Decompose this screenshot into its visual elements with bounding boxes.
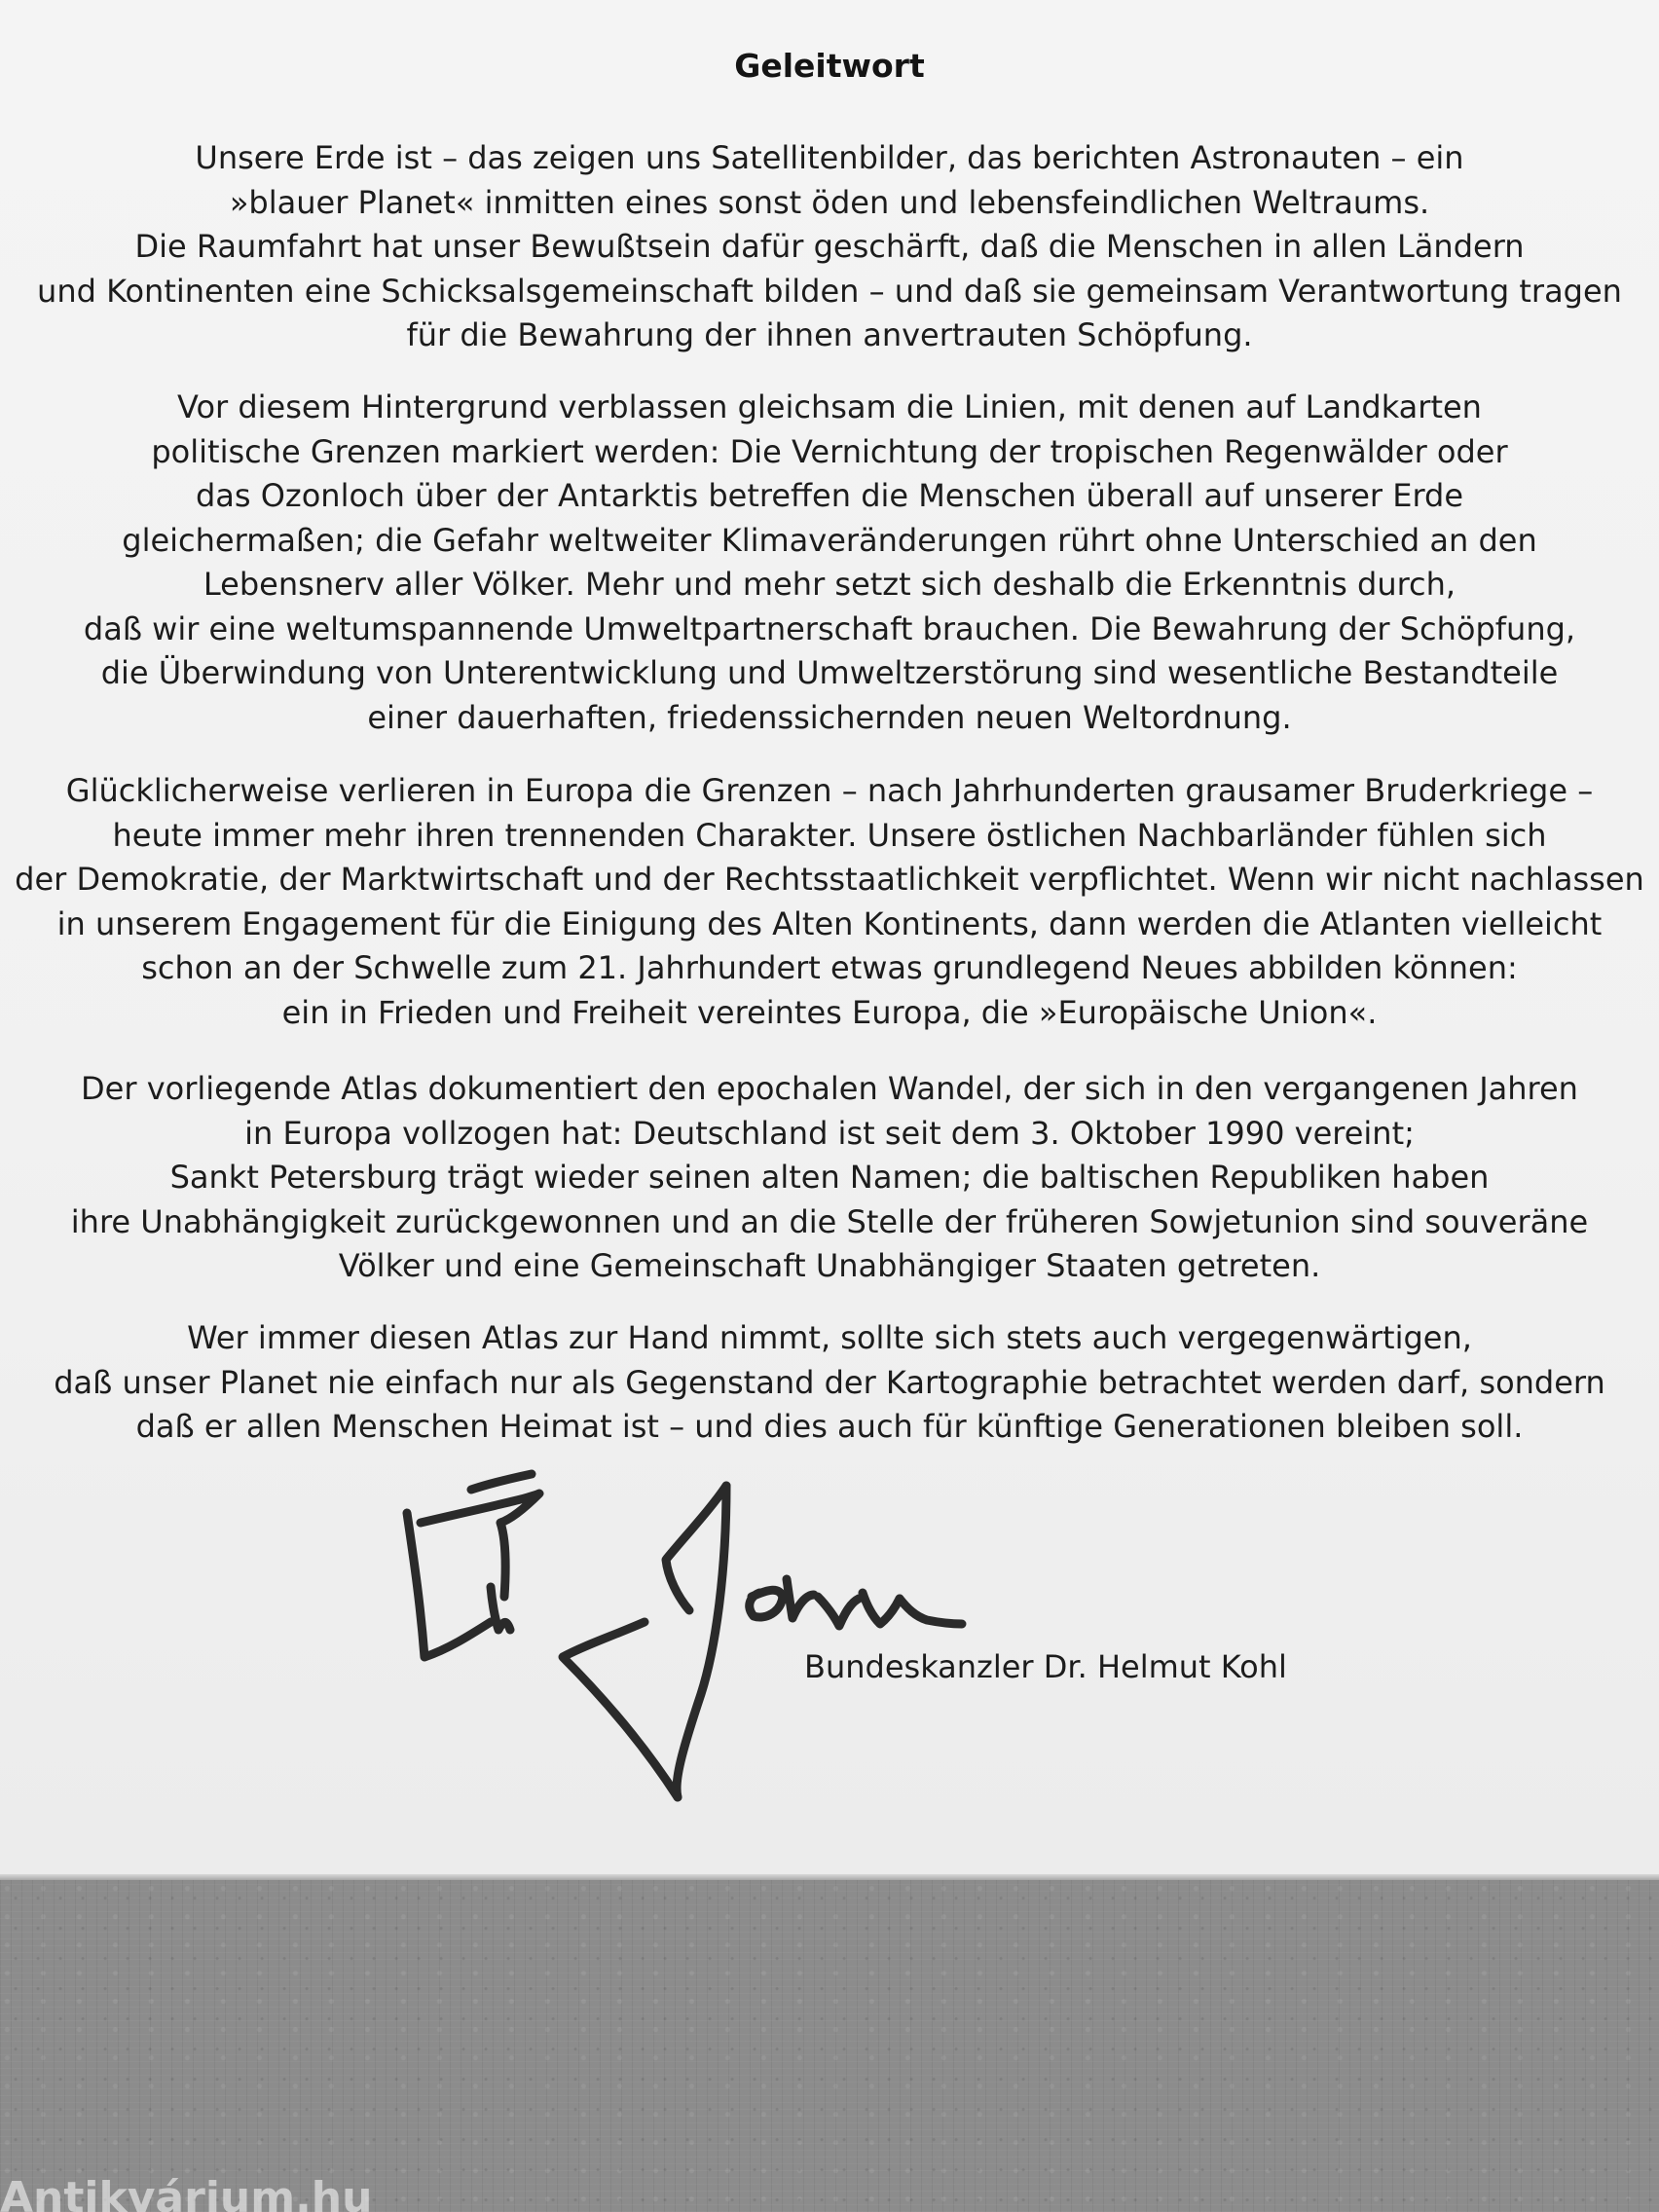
text-line: in unserem Engagement für die Einigung des Alten Kontinents, dann werden die Atlanten vielleicht (56, 904, 1603, 942)
paragraph-5 (0, 1316, 1659, 1450)
text-line: politische Grenzen markiert werden: Die Vernichtung der tropischen Regenwälder oder (151, 432, 1508, 470)
text-line: heute immer mehr ihren trennenden Charakter. Unsere östlichen Nachbarländer fühlen sich (112, 816, 1547, 854)
text-line: Sankt Petersburg trägt wieder seinen alten Namen; die baltischen Republiken haben (169, 1159, 1490, 1196)
text-line: Die Raumfahrt hat unser Bewußtsein dafür geschärft, daß die Menschen in allen Ländern (134, 228, 1525, 265)
text-line: Lebensnerv aller Völker. Mehr und mehr setzt sich deshalb die Erkenntnis durch, (203, 566, 1456, 603)
text-line: daß wir eine weltumspannende Umweltpartnerschaft brauchen. Die Bewahrung der Schöpfung, (83, 609, 1576, 647)
paragraph-1 (0, 136, 1659, 358)
text-line: Wer immer diesen Atlas zur Hand nimmt, sollte sich stets auch vergegenwärtigen, (187, 1319, 1472, 1356)
text-line: für die Bewahrung der ihnen anvertrauten Schöpfung. (406, 316, 1253, 353)
text-line: Völker und eine Gemeinschaft Unabhängiger Staaten getreten. (338, 1247, 1321, 1284)
document-title: Geleitwort (734, 47, 925, 85)
text-line: daß er allen Menschen Heimat ist – und dies auch für künftige Generationen bleiben soll. (135, 1408, 1524, 1445)
text-line: in Europa vollzogen hat: Deutschland ist seit dem 3. Oktober 1990 vereint; (244, 1114, 1415, 1152)
text-line: Vor diesem Hintergrund verblassen gleichsam die Linien, mit denen auf Landkarten (177, 388, 1482, 425)
text-line: schon an der Schwelle zum 21. Jahrhundert etwas grundlegend Neues abbilden können: (141, 949, 1518, 986)
handwritten-signature (389, 1451, 1032, 1811)
text-line: Glücklicherweise verlieren in Europa die Grenzen – nach Jahrhunderten grausamer Bruderkriege – (65, 772, 1594, 809)
text-line: und Kontinenten eine Schicksalsgemeinschaft bilden – und daß sie gemeinsam Verantwortung tragen (37, 272, 1622, 310)
text-line: daß unser Planet nie einfach nur als Gegenstand der Kartographie betrachtet werden darf, sondern (54, 1363, 1605, 1401)
table-surface (0, 1880, 1659, 2212)
text-line: Unsere Erde ist – das zeigen uns Satellitenbilder, das berichten Astronauten – ein (195, 139, 1464, 176)
text-line: ihre Unabhängigkeit zurückgewonnen und an die Stelle der früheren Sowjetunion sind souveräne (70, 1202, 1589, 1240)
paragraph-3 (0, 769, 1659, 1035)
text-line: »blauer Planet« inmitten eines sonst öden und lebensfeindlichen Weltraums. (229, 183, 1430, 221)
paragraph-2 (0, 386, 1659, 740)
signature-caption: Bundeskanzler Dr. Helmut Kohl (804, 1648, 1287, 1685)
text-line: einer dauerhaften, friedenssichernden neuen Weltordnung. (367, 698, 1292, 736)
text-line: das Ozonloch über der Antarktis betreffen die Menschen überall auf unserer Erde (195, 477, 1464, 514)
text-line: der Demokratie, der Marktwirtschaft und der Rechtsstaatlichkeit verpflichtet. Wenn wir nicht nachlassen (15, 861, 1644, 898)
paragraph-4 (0, 1067, 1659, 1289)
text-line: die Überwindung von Unterentwicklung und Umweltzerstörung sind wesentliche Bestandteile (100, 654, 1559, 691)
watermark: Antikvárium.hu (0, 2173, 373, 2212)
text-line: Der vorliegende Atlas dokumentiert den epochalen Wandel, der sich in den vergangenen Jahren (81, 1070, 1578, 1107)
text-line: ein in Frieden und Freiheit vereintes Europa, die »Europäische Union«. (281, 993, 1378, 1031)
text-line: gleichermaßen; die Gefahr weltweiter Klimaveränderungen rührt ohne Unterschied an den (122, 521, 1537, 559)
